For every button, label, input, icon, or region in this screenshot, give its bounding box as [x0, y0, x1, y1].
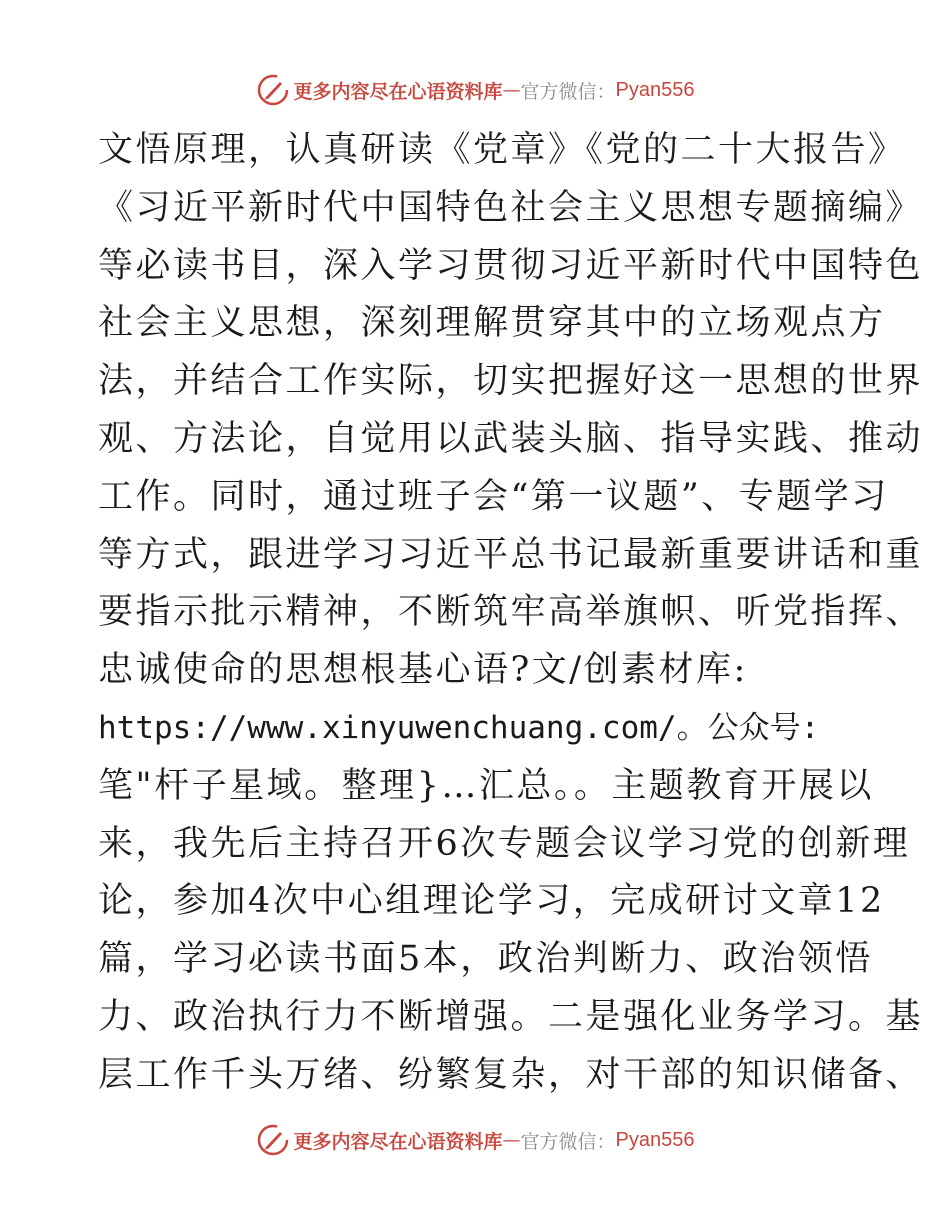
banner-wechat-label: 官方微信：: [520, 80, 616, 103]
banner-wechat-account: Pyan556: [615, 1128, 695, 1151]
banner-promo-text: 更多内容尽在心语资料库: [293, 1130, 503, 1153]
banner-separator: —: [502, 1129, 521, 1151]
footer-banner: [0, 1120, 950, 1160]
body-line-url: https://www.xinyuwenchuang.com/。公众号:: [98, 709, 820, 746]
body-line: 观、方法论，自觉用以武装头脑、指导实践、推动: [98, 418, 924, 459]
banner-wechat-account: Pyan556: [615, 78, 695, 101]
body-line: 《习近平新时代中国特色社会主义思想专题摘编》: [98, 187, 924, 228]
body-line: 社会主义思想，深刻理解贯穿其中的立场观点方: [98, 303, 886, 344]
brush-logo-icon: [256, 1123, 290, 1157]
banner-promo-text: 更多内容尽在心语资料库: [293, 80, 503, 103]
body-line: 力、政治执行力不断增强。二是强化业务学习。基: [98, 996, 924, 1037]
body-line: 篇，学习必读书面5本，政治判断力、政治领悟: [98, 939, 873, 980]
banner-separator: —: [502, 79, 521, 101]
body-line: 笔"杆子星域。整理}…汇总。。主题教育开展以: [98, 765, 874, 806]
body-line: 要指示批示精神，不断筑牢高举旗帜、听党指挥、: [98, 592, 924, 633]
body-line: 文悟原理，认真研读《党章》《党的二十大报告》: [98, 130, 906, 170]
body-line: 法，并结合工作实际，切实把握好这一思想的世界: [98, 361, 924, 402]
body-line: 等必读书目，深入学习贯彻习近平新时代中国特色: [98, 245, 924, 286]
document-body: [98, 122, 924, 1105]
banner-wechat-label: 官方微信：: [520, 1130, 616, 1153]
body-line: 层工作千头万绪、纷繁复杂，对干部的知识储备、: [98, 1054, 924, 1095]
body-line: 来，我先后主持召开6次专题会议学习党的创新理: [98, 823, 911, 864]
body-line: 论，参加4次中心组理论学习，完成研讨文章12: [98, 881, 885, 922]
body-line: 等方式，跟进学习习近平总书记最新重要讲话和重: [98, 534, 924, 575]
brush-logo-icon: [256, 73, 290, 107]
header-banner: [0, 70, 950, 110]
body-line: 工作。同时，通过班子会“第一议题”、专题学习: [98, 476, 889, 517]
body-line: 忠诚使命的思想根基心语?文/创素材库:: [98, 650, 748, 691]
